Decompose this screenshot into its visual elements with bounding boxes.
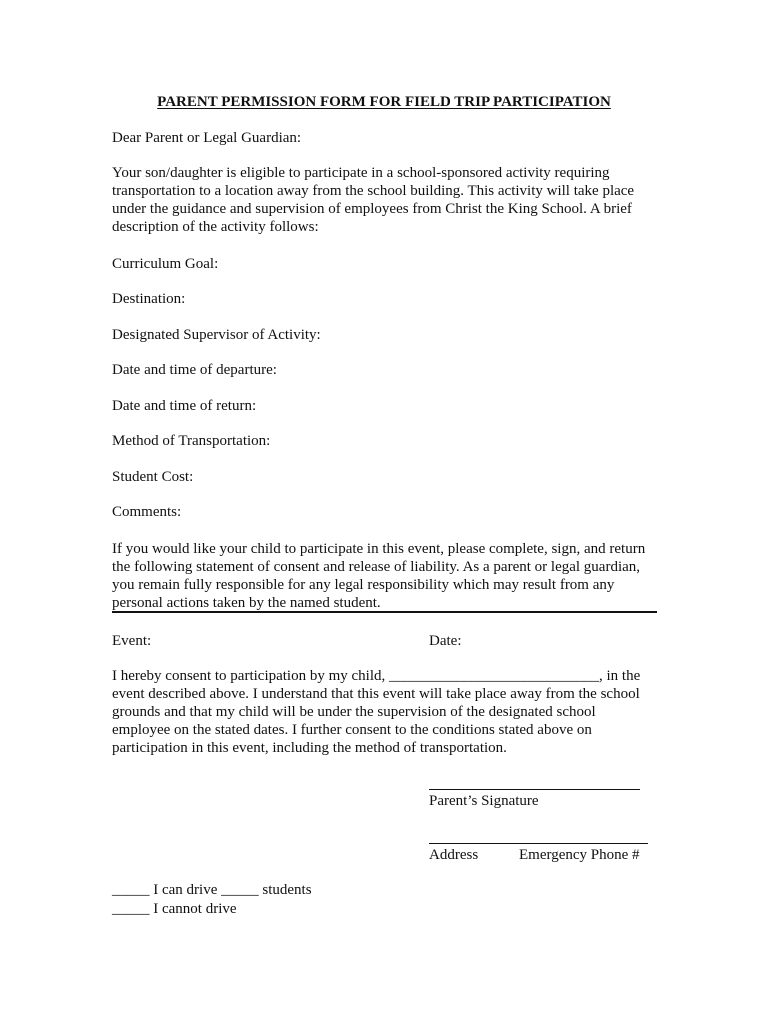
transportation-label: Method of Transportation: (112, 433, 271, 449)
supervisor-label: Designated Supervisor of Activity: (112, 327, 321, 343)
consent-line: event described above. I understand that this event will take place away from the school (112, 686, 640, 702)
intro-line: description of the activity follows: (112, 219, 319, 235)
notice-line: personal actions taken by the named student. (112, 595, 381, 611)
form-title: PARENT PERMISSION FORM FOR FIELD TRIP PARTICIPATION (157, 94, 611, 110)
intro-paragraph (112, 164, 672, 236)
student-cost-label: Student Cost: (112, 469, 194, 485)
intro-line: transportation to a location away from the school building. This activity will take place (112, 183, 635, 199)
parent-signature-line[interactable] (429, 789, 640, 790)
cannot-drive-option[interactable]: _____ I cannot drive (112, 901, 237, 917)
event-label: Event: (112, 633, 152, 649)
curriculum-goal-label: Curriculum Goal: (112, 256, 219, 272)
consent-line: employee on the stated dates. I further consent to the conditions stated above on (112, 722, 592, 738)
section-divider (112, 611, 657, 613)
return-label: Date and time of return: (112, 398, 257, 414)
date-label: Date: (429, 633, 462, 649)
address-label: Address (429, 847, 479, 863)
consent-line: participation in this event, including the method of transportation. (112, 740, 507, 756)
consent-line: grounds and that my child will be under the supervision of the designated school (112, 704, 596, 720)
intro-line: under the guidance and supervision of employees from Christ the King School. A brief (112, 201, 632, 217)
consent-paragraph (112, 667, 672, 757)
notice-line: the following statement of consent and release of liability. As a parent or legal guardian, (112, 559, 641, 575)
can-drive-option[interactable]: _____ I can drive _____ students (112, 882, 312, 898)
comments-label: Comments: (112, 504, 182, 520)
salutation: Dear Parent or Legal Guardian: (112, 130, 302, 146)
intro-line: Your son/daughter is eligible to participate in a school-sponsored activity requiring (112, 165, 610, 181)
notice-line: If you would like your child to participate in this event, please complete, sign, and return (112, 541, 646, 557)
consent-notice-paragraph (112, 540, 672, 612)
departure-label: Date and time of departure: (112, 362, 277, 378)
emergency-phone-label: Emergency Phone # (519, 847, 640, 863)
notice-line: you remain fully responsible for any legal responsibility which may result from any (112, 577, 615, 593)
parent-signature-label: Parent’s Signature (429, 793, 539, 809)
destination-label: Destination: (112, 291, 186, 307)
address-phone-line[interactable] (429, 843, 648, 844)
consent-line: I hereby consent to participation by my child, ____________________________, in the (112, 668, 641, 684)
